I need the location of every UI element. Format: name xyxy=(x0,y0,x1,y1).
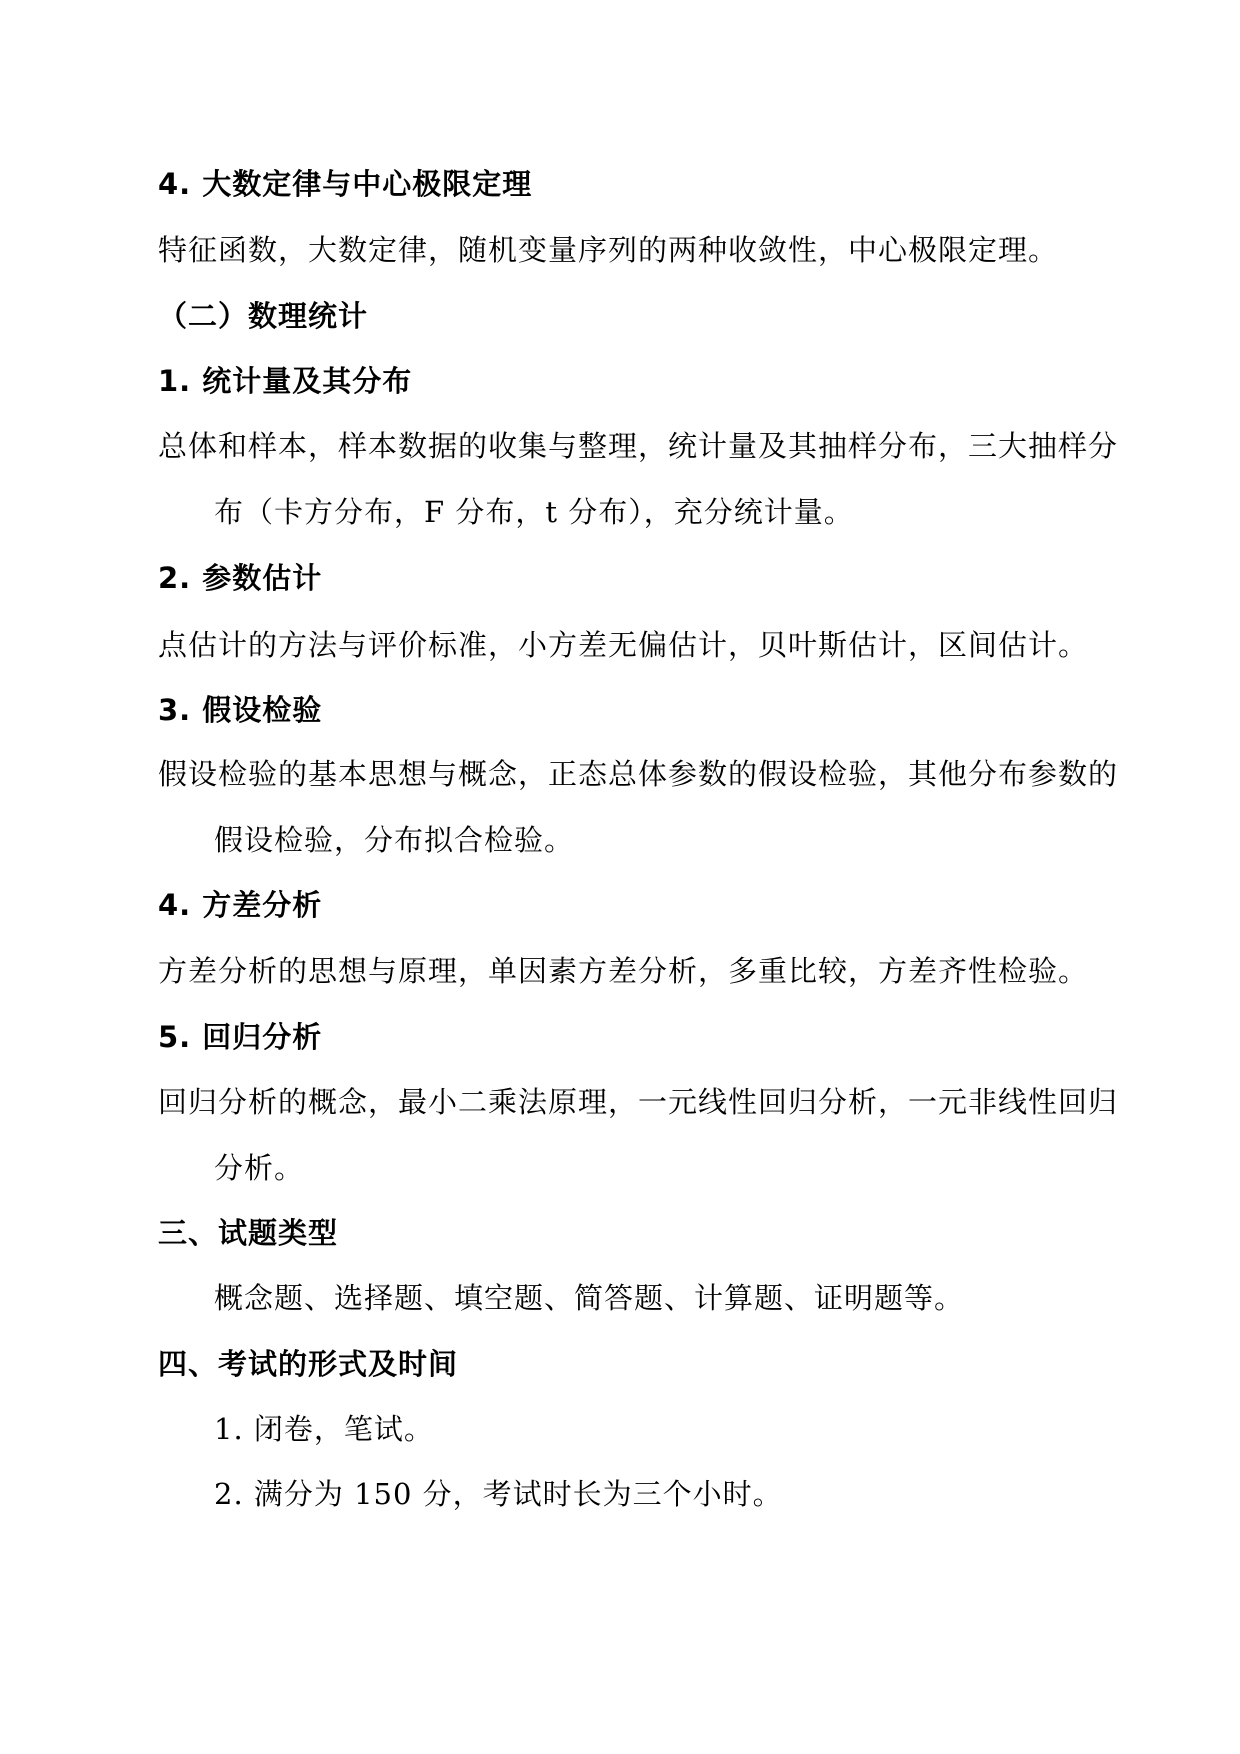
paragraph-line: 假设检验，分布拟合检验。 xyxy=(214,823,575,857)
paragraph-line: 概念题、选择题、填空题、简答题、计算题、证明题等。 xyxy=(214,1281,965,1315)
paragraph-line: 回归分析的概念，最小二乘法原理，一元线性回归分析，一元非线性回归 xyxy=(158,1085,1119,1119)
paragraph-line: 布（卡方分布，F 分布，t 分布），充分统计量。 xyxy=(214,495,854,529)
paragraph-line: 分析。 xyxy=(214,1151,305,1185)
paragraph-line: 点估计的方法与评价标准，小方差无偏估计，贝叶斯估计，区间估计。 xyxy=(158,628,1089,662)
section-heading: 四、考试的形式及时间 xyxy=(158,1347,459,1381)
section-heading: 3. 假设检验 xyxy=(158,693,323,727)
paragraph-line: 特征函数，大数定律，随机变量序列的两种收敛性，中心极限定理。 xyxy=(158,233,1059,267)
section-heading: 5. 回归分析 xyxy=(158,1020,323,1054)
paragraph-line: 总体和样本，样本数据的收集与整理，统计量及其抽样分布，三大抽样分 xyxy=(158,429,1119,463)
section-heading: 4. 大数定律与中心极限定理 xyxy=(158,167,533,201)
section-heading: 2. 参数估计 xyxy=(158,561,323,595)
section-heading: 1. 统计量及其分布 xyxy=(158,364,413,398)
section-heading: 4. 方差分析 xyxy=(158,888,323,922)
section-heading: （二）数理统计 xyxy=(158,299,369,333)
section-heading: 三、试题类型 xyxy=(158,1216,339,1250)
paragraph-line: 假设检验的基本思想与概念，正态总体参数的假设检验，其他分布参数的 xyxy=(158,757,1119,791)
paragraph-line: 方差分析的思想与原理，单因素方差分析，多重比较，方差齐性检验。 xyxy=(158,954,1089,988)
paragraph-line: 1. 闭卷，笔试。 xyxy=(214,1412,434,1446)
paragraph-line: 2. 满分为 150 分，考试时长为三个小时。 xyxy=(214,1477,783,1511)
